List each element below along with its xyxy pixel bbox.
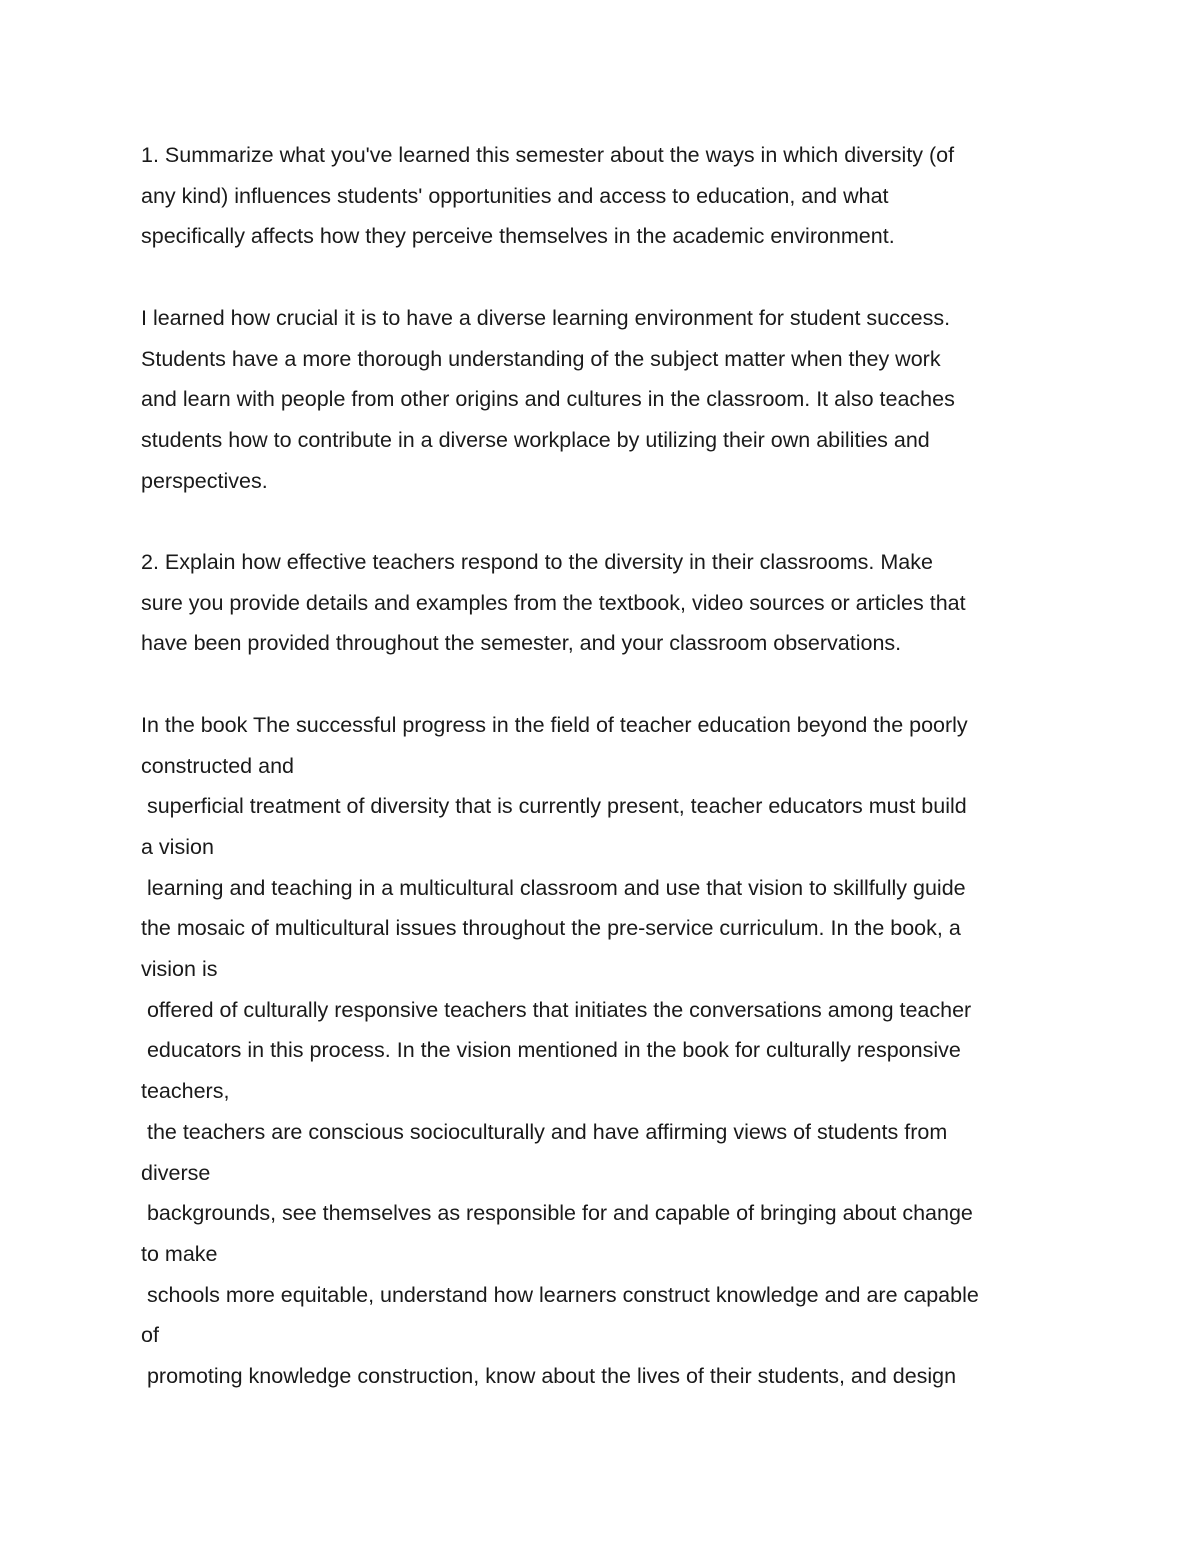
paragraph-spacer <box>141 257 1071 298</box>
text-line: I learned how crucial it is to have a diverse learning environment for student success. <box>141 305 951 330</box>
question-1 <box>141 135 1071 257</box>
text-line: the mosaic of multicultural issues throughout the pre-service curriculum. In the book, a <box>141 916 961 941</box>
text-line: In the book The successful progress in the field of teacher education beyond the poorly <box>141 712 968 737</box>
text-line: have been provided throughout the semester, and your classroom observations. <box>141 631 902 656</box>
document-body <box>141 135 1071 1397</box>
text-line: students how to contribute in a diverse workplace by utilizing their own abilities and <box>141 427 930 452</box>
text-line: teachers, <box>141 1079 230 1104</box>
paragraph-spacer <box>141 501 1071 542</box>
text-line: of <box>141 1323 159 1348</box>
text-line: superficial treatment of diversity that is currently present, teacher educators must build <box>141 794 967 819</box>
text-line: specifically affects how they perceive themselves in the academic environment. <box>141 224 895 249</box>
text-line: any kind) influences students' opportunities and access to education, and what <box>141 183 889 208</box>
text-line: constructed and <box>141 753 294 778</box>
paragraph-spacer <box>141 664 1071 705</box>
text-line: backgrounds, see themselves as responsible for and capable of bringing about change <box>141 1201 973 1226</box>
text-line: vision is <box>141 957 218 982</box>
text-line: a vision <box>141 834 214 859</box>
text-line: learning and teaching in a multicultural classroom and use that vision to skillfully guide <box>141 875 966 900</box>
text-line: and learn with people from other origins and cultures in the classroom. It also teaches <box>141 387 955 412</box>
text-line: offered of culturally responsive teachers that initiates the conversations among teacher <box>141 997 972 1022</box>
text-line: the teachers are conscious socioculturally and have affirming views of students from <box>141 1119 948 1144</box>
question-2 <box>141 542 1071 664</box>
text-line: promoting knowledge construction, know about the lives of their students, and design <box>141 1364 957 1389</box>
text-line: perspectives. <box>141 468 268 493</box>
text-line: diverse <box>141 1160 211 1185</box>
answer-2 <box>141 705 1071 1397</box>
text-line: Students have a more thorough understanding of the subject matter when they work <box>141 346 941 371</box>
text-line: 1. Summarize what you've learned this semester about the ways in which diversity (of <box>141 143 955 167</box>
answer-1 <box>141 298 1071 502</box>
text-line: to make <box>141 1241 218 1266</box>
text-line: educators in this process. In the vision mentioned in the book for culturally responsive <box>141 1038 961 1063</box>
text-line: sure you provide details and examples from the textbook, video sources or articles that <box>141 590 966 615</box>
text-line: schools more equitable, understand how learners construct knowledge and are capable <box>141 1282 979 1307</box>
text-line: 2. Explain how effective teachers respond to the diversity in their classrooms. Make <box>141 550 933 574</box>
